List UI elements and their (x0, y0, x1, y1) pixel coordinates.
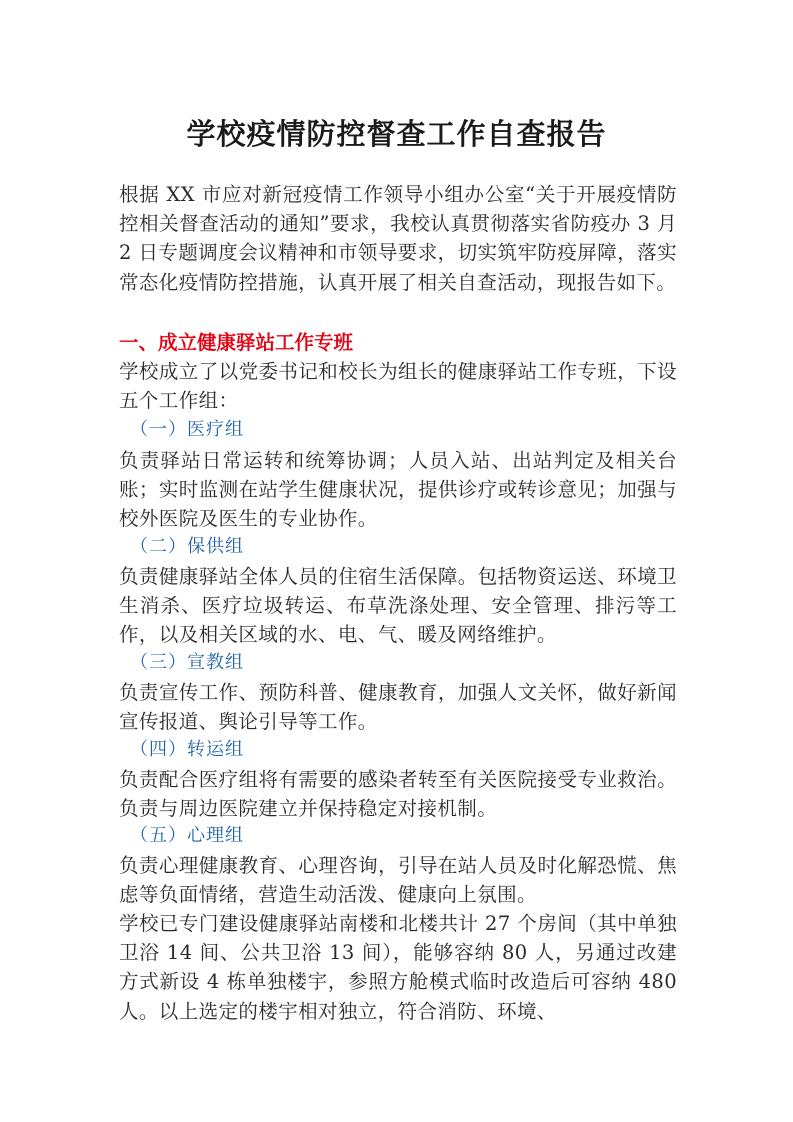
group-text-education: 负责宣传工作、预防科普、健康教育，加强人文关怀，做好新闻宣传报道、舆论引导等工作。 (119, 681, 677, 734)
group-text-supply: 负责健康驿站全体人员的住宿生活保障。包括物资运送、环境卫生消杀、医疗垃圾转运、布草洗涤处理、安全管理、排污等工作，以及相关区域的水、电、气、暖及网络维护。 (119, 565, 677, 647)
intro-paragraph: 根据 XX 市应对新冠疫情工作领导小组办公室“关于开展疫情防控相关督查活动的通知”要求，我校认真贯彻落实省防疫办 3 月 2 日专题调度会议精神和市领导要求，切实筑牢防疫屏障，落实常态化疫情防控措施，认真开展了相关自查活动，现报告如下。 (119, 183, 677, 294)
group-heading-transfer: （四）转运组 (130, 739, 244, 760)
document-title: 学校疫情防控督查工作自查报告 (186, 117, 607, 151)
group-heading-supply: （二）保供组 (130, 536, 244, 557)
group-heading-medical: （一）医疗组 (130, 419, 244, 440)
group-text-psychology: 负责心理健康教育、心理咨询，引导在站人员及时化解恐慌、焦虑等负面情绪，营造生动活泼、健康向上氛围。 (119, 854, 677, 907)
section-intro-paragraph: 学校成立了以党委书记和校长为组长的健康驿站工作专班，下设五个工作组： (119, 360, 677, 413)
group-text-medical: 负责驿站日常运转和统筹协调；人员入站、出站判定及相关台账；实时监测在站学生健康状况，提供诊疗或转诊意见；加强与校外医院及医生的专业协作。 (119, 449, 677, 531)
group-heading-psychology: （五）心理组 (130, 825, 244, 846)
group-text-transfer: 负责配合医疗组将有需要的感染者转至有关医院接受专业救治。负责与周边医院建立并保持稳定对接机制。 (119, 768, 677, 821)
section-heading: 一、成立健康驿站工作专班 (119, 331, 354, 354)
closing-paragraph: 学校已专门建设健康驿站南楼和北楼共计 27 个房间（其中单独卫浴 14 间、公共卫浴 13 间），能够容纳 80 人，另通过改建方式新设 4 栋单独楼宇，参照方舱模式临时改造后可容纳 480 人。以上选定的楼宇相对独立，符合消防、环境、 (119, 912, 677, 1023)
group-heading-education: （三）宣教组 (130, 652, 244, 673)
